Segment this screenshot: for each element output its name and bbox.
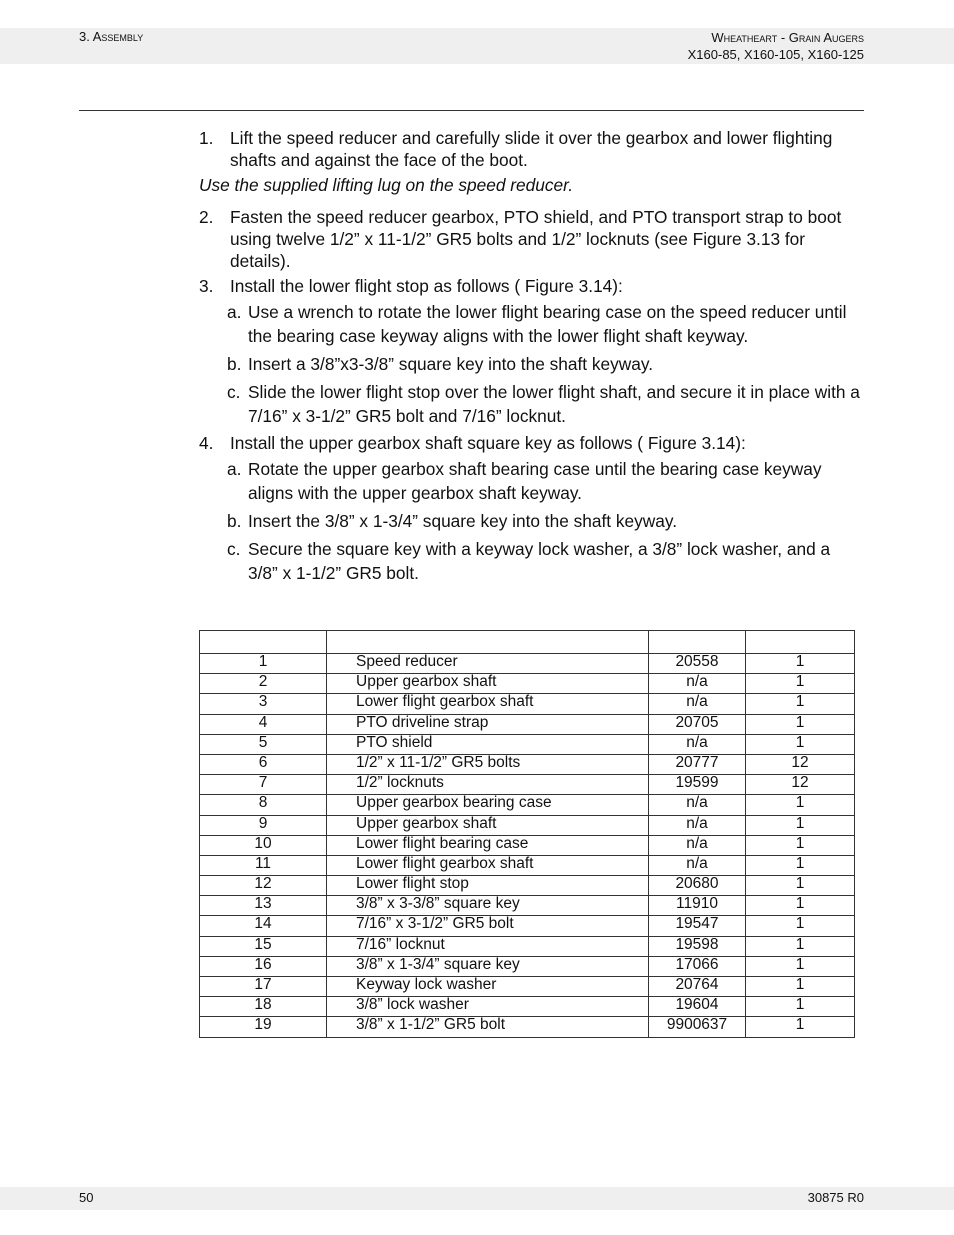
quantity-cell: 1 bbox=[746, 734, 855, 754]
part-number-cell: n/a bbox=[649, 835, 746, 855]
item-number-cell: 15 bbox=[200, 936, 327, 956]
substep-4c bbox=[199, 537, 864, 585]
quantity-cell: 1 bbox=[746, 654, 855, 674]
step-number: 1. bbox=[199, 128, 214, 148]
item-number-cell: 9 bbox=[200, 815, 327, 835]
table-row bbox=[200, 754, 855, 774]
item-number-cell: 8 bbox=[200, 795, 327, 815]
quantity-cell: 1 bbox=[746, 936, 855, 956]
item-number-cell: 14 bbox=[200, 916, 327, 936]
part-number-cell: 17066 bbox=[649, 956, 746, 976]
substep-letter: b. bbox=[227, 511, 242, 531]
table-row bbox=[200, 694, 855, 714]
substep-letter: c. bbox=[227, 382, 241, 402]
quantity-cell: 1 bbox=[746, 876, 855, 896]
description-cell: 3/8” x 3-3/8” square key bbox=[327, 896, 649, 916]
header-qty-cell bbox=[746, 631, 855, 654]
description-cell: Lower flight gearbox shaft bbox=[327, 694, 649, 714]
part-number-cell: n/a bbox=[649, 855, 746, 875]
part-number-cell: 20777 bbox=[649, 754, 746, 774]
substep-3c bbox=[199, 380, 864, 428]
quantity-cell: 1 bbox=[746, 956, 855, 976]
item-number-cell: 1 bbox=[200, 654, 327, 674]
quantity-cell: 12 bbox=[746, 775, 855, 795]
table-row bbox=[200, 795, 855, 815]
quantity-cell: 1 bbox=[746, 795, 855, 815]
header-divider bbox=[79, 110, 864, 111]
item-number-cell: 5 bbox=[200, 734, 327, 754]
table-row bbox=[200, 936, 855, 956]
item-number-cell: 10 bbox=[200, 835, 327, 855]
part-number-cell: 19547 bbox=[649, 916, 746, 936]
substep-3b bbox=[199, 352, 864, 376]
table-row bbox=[200, 977, 855, 997]
quantity-cell: 1 bbox=[746, 916, 855, 936]
description-cell: 7/16” x 3-1/2” GR5 bolt bbox=[327, 916, 649, 936]
part-number-cell: 20764 bbox=[649, 977, 746, 997]
substep-4a bbox=[199, 457, 864, 505]
table-row bbox=[200, 815, 855, 835]
step-number: 3. bbox=[199, 276, 214, 296]
part-number-cell: 20558 bbox=[649, 654, 746, 674]
header-item-cell bbox=[200, 631, 327, 654]
substep-letter: b. bbox=[227, 354, 242, 374]
table-row bbox=[200, 956, 855, 976]
step-3 bbox=[199, 275, 864, 297]
substep-text: Insert the 3/8” x 1-3/4” square key into the shaft keyway. bbox=[248, 511, 678, 531]
description-cell: PTO driveline strap bbox=[327, 714, 649, 734]
table-row bbox=[200, 1017, 855, 1037]
item-number-cell: 16 bbox=[200, 956, 327, 976]
quantity-cell: 12 bbox=[746, 754, 855, 774]
part-number-cell: n/a bbox=[649, 674, 746, 694]
item-number-cell: 4 bbox=[200, 714, 327, 734]
table-row bbox=[200, 916, 855, 936]
step-1 bbox=[199, 127, 864, 171]
substep-text: Rotate the upper gearbox shaft bearing case until the bearing case keyway aligns with the upper gearbox shaft keyway. bbox=[248, 459, 822, 503]
part-number-cell: n/a bbox=[649, 815, 746, 835]
table-row bbox=[200, 674, 855, 694]
description-cell: Upper gearbox shaft bbox=[327, 815, 649, 835]
item-number-cell: 2 bbox=[200, 674, 327, 694]
quantity-cell: 1 bbox=[746, 674, 855, 694]
substep-text: Insert a 3/8”x3-3/8” square key into the shaft keyway. bbox=[248, 354, 654, 374]
section-title: 3. Assembly bbox=[79, 29, 144, 44]
quantity-cell: 1 bbox=[746, 714, 855, 734]
part-number-cell: 9900637 bbox=[649, 1017, 746, 1037]
step-note: Use the supplied lifting lug on the speed reducer. bbox=[199, 175, 574, 195]
description-cell: 1/2” locknuts bbox=[327, 775, 649, 795]
step-text: Lift the speed reducer and carefully slide it over the gearbox and lower flighting shafts and against the face of the boot. bbox=[230, 128, 833, 170]
item-number-cell: 19 bbox=[200, 1017, 327, 1037]
item-number-cell: 18 bbox=[200, 997, 327, 1017]
part-number-cell: 20680 bbox=[649, 876, 746, 896]
step-text: Install the upper gearbox shaft square key as follows ( Figure 3.14): bbox=[230, 433, 746, 453]
step-2 bbox=[199, 206, 864, 272]
item-number-cell: 17 bbox=[200, 977, 327, 997]
part-number-cell: 19598 bbox=[649, 936, 746, 956]
part-number-cell: n/a bbox=[649, 694, 746, 714]
description-cell: 7/16” locknut bbox=[327, 936, 649, 956]
table-row bbox=[200, 835, 855, 855]
description-cell: Speed reducer bbox=[327, 654, 649, 674]
description-cell: Upper gearbox shaft bbox=[327, 674, 649, 694]
description-cell: PTO shield bbox=[327, 734, 649, 754]
quantity-cell: 1 bbox=[746, 815, 855, 835]
table-row bbox=[200, 855, 855, 875]
model-list: X160-85, X160-105, X160-125 bbox=[687, 47, 864, 62]
part-number-cell: n/a bbox=[649, 795, 746, 815]
part-number-cell: 19599 bbox=[649, 775, 746, 795]
part-number-cell: n/a bbox=[649, 734, 746, 754]
table-row bbox=[200, 734, 855, 754]
description-cell: 3/8” x 1-1/2” GR5 bolt bbox=[327, 1017, 649, 1037]
description-cell: Upper gearbox bearing case bbox=[327, 795, 649, 815]
substep-letter: a. bbox=[227, 302, 242, 322]
description-cell: Keyway lock washer bbox=[327, 977, 649, 997]
quantity-cell: 1 bbox=[746, 997, 855, 1017]
substep-letter: c. bbox=[227, 539, 241, 559]
table-row bbox=[200, 997, 855, 1017]
quantity-cell: 1 bbox=[746, 855, 855, 875]
table-row bbox=[200, 654, 855, 674]
substep-letter: a. bbox=[227, 459, 242, 479]
quantity-cell: 1 bbox=[746, 896, 855, 916]
part-number-cell: 20705 bbox=[649, 714, 746, 734]
item-number-cell: 12 bbox=[200, 876, 327, 896]
part-number-cell: 11910 bbox=[649, 896, 746, 916]
item-number-cell: 3 bbox=[200, 694, 327, 714]
document-number: 30875 R0 bbox=[807, 1190, 864, 1205]
description-cell: 3/8” x 1-3/4” square key bbox=[327, 956, 649, 976]
brand-title: Wheatheart - Grain Augers bbox=[711, 30, 864, 45]
description-cell: 3/8” lock washer bbox=[327, 997, 649, 1017]
substep-4b bbox=[199, 509, 864, 533]
substep-3a bbox=[199, 300, 864, 348]
quantity-cell: 1 bbox=[746, 1017, 855, 1037]
substep-text: Secure the square key with a keyway lock washer, a 3/8” lock washer, and a 3/8” x 1-1/2” GR5 bolt. bbox=[248, 539, 831, 583]
table-header-row bbox=[200, 631, 855, 654]
step-number: 4. bbox=[199, 433, 214, 453]
assembly-steps bbox=[199, 127, 864, 589]
quantity-cell: 1 bbox=[746, 835, 855, 855]
table-row bbox=[200, 775, 855, 795]
page-number: 50 bbox=[79, 1190, 94, 1205]
step-number: 2. bbox=[199, 207, 214, 227]
step-text: Fasten the speed reducer gearbox, PTO shield, and PTO transport strap to boot using twelve 1/2” x 11-1/2” GR5 bolts and 1/2” locknuts (see Figure 3.13 for details). bbox=[230, 207, 842, 271]
quantity-cell: 1 bbox=[746, 977, 855, 997]
item-number-cell: 7 bbox=[200, 775, 327, 795]
table-row bbox=[200, 714, 855, 734]
header-part-cell bbox=[649, 631, 746, 654]
description-cell: Lower flight stop bbox=[327, 876, 649, 896]
table-row bbox=[200, 896, 855, 916]
description-cell: Lower flight gearbox shaft bbox=[327, 855, 649, 875]
parts-table bbox=[199, 630, 855, 1038]
substep-text: Slide the lower flight stop over the lower flight shaft, and secure it in place with a 7/16” x 3-1/2” GR5 bolt and 7/16” locknut. bbox=[248, 382, 860, 426]
item-number-cell: 11 bbox=[200, 855, 327, 875]
step-text: Install the lower flight stop as follows ( Figure 3.14): bbox=[230, 276, 623, 296]
table-row bbox=[200, 876, 855, 896]
item-number-cell: 6 bbox=[200, 754, 327, 774]
document-header bbox=[688, 29, 864, 63]
quantity-cell: 1 bbox=[746, 694, 855, 714]
header-description-cell bbox=[327, 631, 649, 654]
description-cell: Lower flight bearing case bbox=[327, 835, 649, 855]
substep-text: Use a wrench to rotate the lower flight bearing case on the speed reducer until the bearing case keyway aligns with the lower flight shaft keyway. bbox=[248, 302, 847, 346]
part-number-cell: 19604 bbox=[649, 997, 746, 1017]
item-number-cell: 13 bbox=[200, 896, 327, 916]
description-cell: 1/2” x 11-1/2” GR5 bolts bbox=[327, 754, 649, 774]
step-4 bbox=[199, 432, 864, 454]
